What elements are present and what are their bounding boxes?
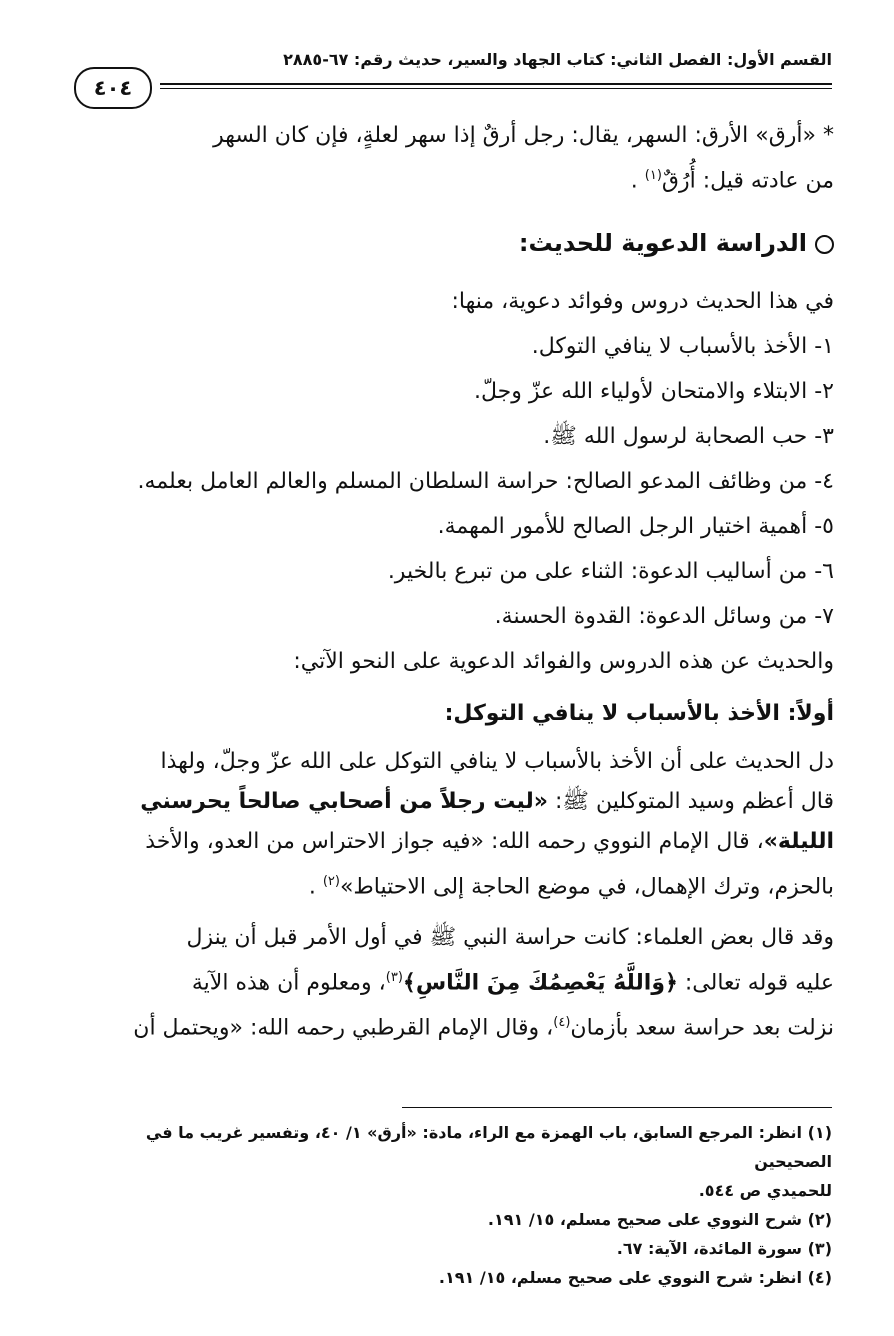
- footnote-ref-3[interactable]: (٣): [385, 969, 403, 985]
- running-head: القسم الأول: الفصل الثاني: كتاب الجهاد والسير، حديث رقم: ٦٧-٢٨٨٥: [283, 50, 832, 69]
- list-item: ١- الأخذ بالأسباب لا ينافي التوكل.: [531, 334, 834, 360]
- footnote-separator: [402, 1107, 832, 1108]
- lead-text: في هذا الحديث دروس وفوائد دعوية، منها:: [451, 289, 834, 315]
- intro-line-1: * «أرق» الأرق: السهر، يقال: رجل أرقٌ إذا سهر لعلةٍ، فإن كان السهر: [213, 123, 834, 148]
- quran-verse: ﴿وَاللَّهُ يَعْصِمُكَ مِنَ النَّاسِ﴾: [402, 969, 678, 995]
- para2-line-1: وقد قال بعض العلماء: كانت حراسة النبي ﷺ في أول الأمر قبل أن ينزل: [186, 924, 834, 950]
- subheading: أولاً: الأخذ بالأسباب لا ينافي التوكل:: [444, 701, 834, 727]
- header-rule-thin: [160, 88, 832, 89]
- footnote-1-cont: للحميدي ص ٥٤٤.: [698, 1181, 832, 1200]
- para1-line-4: بالحزم، وترك الإهمال، في موضع الحاجة إلى الاحتياط»$^{(٢)}$ .: [308, 874, 834, 900]
- footnote-ref-2[interactable]: (٢): [322, 874, 340, 890]
- list-item: ٤- من وظائف المدعو الصالح: حراسة السلطان المسلم والعالم العامل بعلمه.: [137, 469, 834, 495]
- para1-line-3: الليلة»، قال الإمام النووي رحمه الله: «فيه جواز الاحتراس من العدو، والأخذ: [145, 829, 834, 855]
- footnote-3: (٣) سورة المائدة، الآية: ٦٧.: [616, 1239, 832, 1258]
- circle-bullet-icon: [815, 235, 834, 254]
- transition-text: والحديث عن هذه الدروس والفوائد الدعوية على النحو الآتي:: [293, 649, 834, 675]
- para1-line-2: قال أعظم وسيد المتوكلين ﷺ: «ليت رجلاً من أصحابي صالحاً يحرسني: [140, 789, 834, 815]
- para2-line-2: عليه قوله تعالى: ﴿وَاللَّهُ يَعْصِمُكَ مِنَ النَّاسِ﴾$^{(٣)}$، ومعلوم أن هذه الآية: [191, 969, 834, 995]
- header-rule: [160, 83, 832, 85]
- para1-line-1: دل الحديث على أن الأخذ بالأسباب لا ينافي التوكل على الله عزّ وجلّ، ولهذا: [160, 749, 834, 775]
- list-item: ٥- أهمية اختيار الرجل الصالح للأمور المهمة.: [437, 514, 834, 540]
- list-item: ٢- الابتلاء والامتحان لأولياء الله عزّ وجلّ.: [474, 379, 834, 405]
- hadith-quote: «ليت رجلاً من أصحابي صالحاً يحرسني: [140, 789, 548, 815]
- list-item: ٣- حب الصحابة لرسول الله ﷺ.: [543, 424, 834, 450]
- footnote-ref-4[interactable]: (٤): [553, 1014, 571, 1030]
- list-item: ٧- من وسائل الدعوة: القدوة الحسنة.: [494, 604, 834, 630]
- page-number: ٤٠٤: [74, 67, 152, 109]
- main-text: [72, 116, 834, 1048]
- para2-line-3: نزلت بعد حراسة سعد بأزمان$^{(٤)}$، وقال الإمام القرطبي رحمه الله: «ويحتمل أن: [133, 1014, 834, 1041]
- footnote-ref-1[interactable]: (١): [644, 168, 662, 183]
- intro-line-2: من عادته قيل: أُرُقٌ$^{(١)}$ .: [630, 168, 834, 194]
- section-heading: الدراسة الدعوية للحديث:: [72, 223, 834, 263]
- footnote-4: (٤) انظر: شرح النووي على صحيح مسلم، ١٥/ ١٩١.: [438, 1268, 832, 1287]
- footnote-2: (٢) شرح النووي على صحيح مسلم، ١٥/ ١٩١.: [487, 1210, 832, 1229]
- list-item: ٦- من أساليب الدعوة: الثناء على من تبرع بالخير.: [387, 559, 834, 585]
- footnote-1: (١) انظر: المرجع السابق، باب الهمزة مع الراء، مادة: «أرق» ١/ ٤٠، وتفسير غريب ما في الصحيحين: [145, 1123, 832, 1171]
- footnotes: [72, 1118, 832, 1292]
